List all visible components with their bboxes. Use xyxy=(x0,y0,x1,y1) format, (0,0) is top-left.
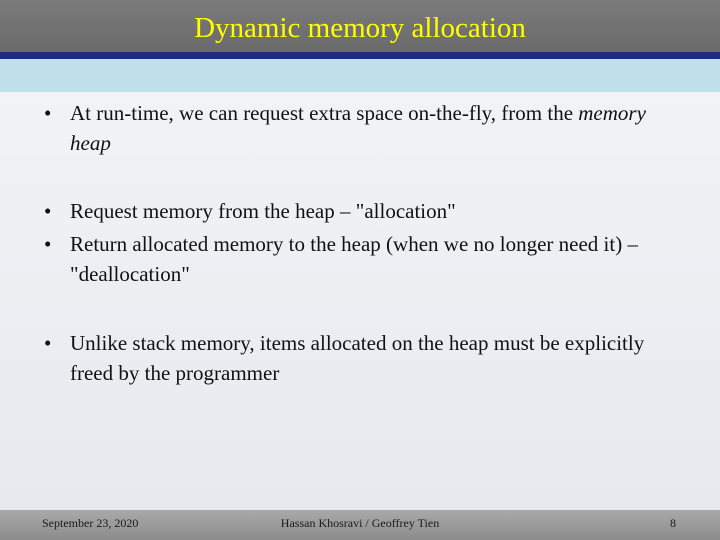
bullet-item xyxy=(44,196,684,226)
footer-page-number: 8 xyxy=(670,516,676,530)
bullet-text: Request memory from the heap – "allocation" xyxy=(70,199,456,223)
bullet-marker: • xyxy=(44,232,52,256)
bullet-text: Unlike stack memory, items allocated on the heap must be explicitly freed by the programmer xyxy=(70,331,645,385)
bullet-text-main: At run-time, we can request extra space on-the-fly, from the xyxy=(70,101,579,125)
title-rule xyxy=(0,52,720,59)
bullet-marker: • xyxy=(44,199,52,223)
bullet-item xyxy=(44,328,684,388)
slide-footer xyxy=(0,510,720,540)
bullet-text-emphasis: memory heap xyxy=(70,101,646,155)
bullet-text: Return allocated memory to the heap (when we no longer need it) – "deallocation" xyxy=(70,232,638,286)
bullet-text xyxy=(70,98,684,158)
bullet-marker: • xyxy=(44,331,52,355)
bullet-item xyxy=(44,229,684,289)
slide-title: Dynamic memory allocation xyxy=(194,12,526,44)
bullet-marker: • xyxy=(44,101,52,125)
footer-authors: Hassan Khosravi / Geoffrey Tien xyxy=(280,516,440,530)
footer-date: September 23, 2020 xyxy=(42,516,139,530)
accent-band xyxy=(0,59,720,93)
bullet-item xyxy=(44,98,684,158)
